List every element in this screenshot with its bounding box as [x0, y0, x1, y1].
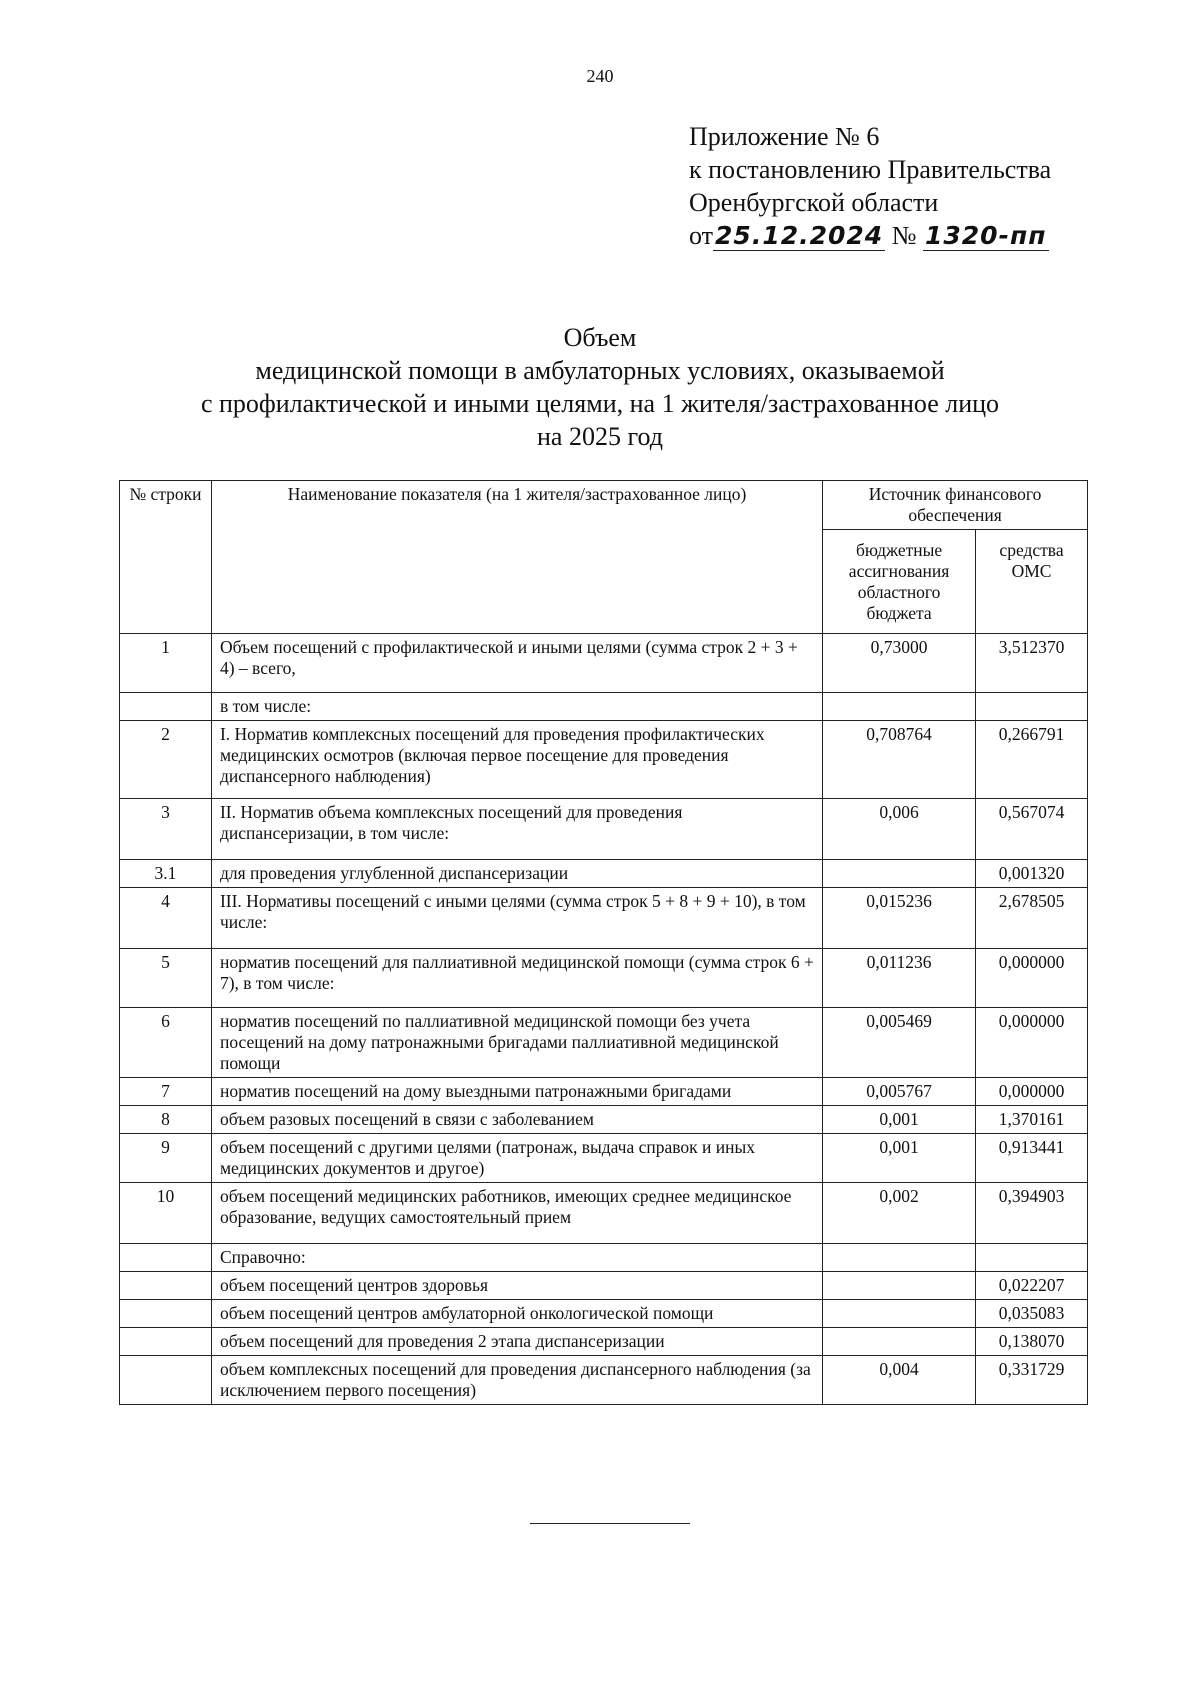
- header-funding-source: Источник финансового обеспечения: [823, 481, 1088, 530]
- budget-value-cell: 0,73000: [823, 634, 976, 693]
- appendix-date-line: [689, 219, 1051, 252]
- oms-value-cell: 0,913441: [976, 1134, 1088, 1183]
- volume-table: [119, 480, 1088, 1405]
- header-indicator-name: Наименование показателя (на 1 жителя/застрахованное лицо): [211, 481, 822, 634]
- row-number-cell: [120, 1244, 212, 1272]
- oms-value-cell: 1,370161: [976, 1106, 1088, 1134]
- header-row-number: № строки: [120, 481, 212, 634]
- budget-value-cell: 0,005767: [823, 1078, 976, 1106]
- appendix-title: Приложение № 6: [689, 122, 880, 151]
- indicator-name-cell: объем посещений медицинских работников, имеющих среднее медицинское образование, ведущих самостоятельный прием: [211, 1183, 822, 1244]
- table-row: [120, 1300, 1088, 1328]
- budget-value-cell: 0,006: [823, 799, 976, 860]
- closing-rule: [530, 1523, 690, 1524]
- header-row: [120, 481, 1088, 530]
- from-label: от: [689, 221, 714, 250]
- indicator-name-cell: норматив посещений по паллиативной медицинской помощи без учета посещений на дому патронажными бригадами паллиативной медицинской помощи: [211, 1008, 822, 1078]
- indicator-name-cell: III. Нормативы посещений с иными целями (сумма строк 5 + 8 + 9 + 10), в том числе:: [211, 888, 822, 949]
- table-row: [120, 721, 1088, 799]
- appendix-region: Оренбургской области: [689, 188, 939, 217]
- indicator-name-cell: объем посещений с другими целями (патронаж, выдача справок и иных медицинских документов и другое): [211, 1134, 822, 1183]
- table-body: [120, 634, 1088, 1405]
- title-line-2: медицинской помощи в амбулаторных условиях, оказываемой: [255, 356, 945, 385]
- row-number-cell: [120, 1356, 212, 1405]
- table-row: [120, 1244, 1088, 1272]
- budget-value-cell: [823, 860, 976, 888]
- row-number-cell: 3.1: [120, 860, 212, 888]
- oms-value-cell: 0,138070: [976, 1328, 1088, 1356]
- indicator-name-cell: объем посещений центров здоровья: [211, 1272, 822, 1300]
- page-number: 240: [586, 66, 614, 86]
- budget-value-cell: 0,002: [823, 1183, 976, 1244]
- appendix-decree: к постановлению Правительства: [689, 155, 1052, 184]
- row-number-cell: [120, 1272, 212, 1300]
- budget-value-cell: 0,015236: [823, 888, 976, 949]
- row-number-cell: [120, 1300, 212, 1328]
- title-line-4: на 2025 год: [537, 422, 663, 451]
- table-row: [120, 799, 1088, 860]
- oms-value-cell: 0,001320: [976, 860, 1088, 888]
- indicator-name-cell: I. Норматив комплексных посещений для проведения профилактических медицинских осмотров (включая первое посещение для проведения диспансерного наблюдения): [211, 721, 822, 799]
- row-number-cell: 6: [120, 1008, 212, 1078]
- table-row: [120, 860, 1088, 888]
- header-oms: средства ОМС: [976, 530, 1088, 634]
- table-row: [120, 1272, 1088, 1300]
- header-budget: бюджетные ассигнования областного бюджета: [823, 530, 976, 634]
- number-label: №: [891, 221, 917, 250]
- table-row: [120, 949, 1088, 1008]
- indicator-name-cell: Объем посещений с профилактической и иными целями (сумма строк 2 + 3 + 4) – всего,: [211, 634, 822, 693]
- oms-value-cell: 0,035083: [976, 1300, 1088, 1328]
- table-row: [120, 634, 1088, 693]
- document-title: [0, 321, 1200, 453]
- oms-value-cell: 0,000000: [976, 1078, 1088, 1106]
- row-number-cell: 7: [120, 1078, 212, 1106]
- table-row: [120, 1078, 1088, 1106]
- table-row: [120, 1356, 1088, 1405]
- oms-value-cell: 0,266791: [976, 721, 1088, 799]
- row-number-cell: 2: [120, 721, 212, 799]
- table-row: [120, 693, 1088, 721]
- table-row: [120, 1008, 1088, 1078]
- oms-value-cell: 3,512370: [976, 634, 1088, 693]
- row-number-cell: [120, 1328, 212, 1356]
- budget-value-cell: 0,005469: [823, 1008, 976, 1078]
- indicator-name-cell: II. Норматив объема комплексных посещений для проведения диспансеризации, в том числе:: [211, 799, 822, 860]
- row-number-cell: 9: [120, 1134, 212, 1183]
- table-row: [120, 1134, 1088, 1183]
- budget-value-cell: [823, 1244, 976, 1272]
- oms-value-cell: 0,567074: [976, 799, 1088, 860]
- oms-value-cell: 0,331729: [976, 1356, 1088, 1405]
- indicator-name-cell: в том числе:: [211, 693, 822, 721]
- table-row: [120, 888, 1088, 949]
- oms-value-cell: 2,678505: [976, 888, 1088, 949]
- oms-value-cell: 0,000000: [976, 1008, 1088, 1078]
- indicator-name-cell: объем посещений для проведения 2 этапа диспансеризации: [211, 1328, 822, 1356]
- table-row: [120, 1183, 1088, 1244]
- budget-value-cell: [823, 1300, 976, 1328]
- row-number-cell: 1: [120, 634, 212, 693]
- decree-date: 25.12.2024: [715, 221, 884, 250]
- indicator-name-cell: объем разовых посещений в связи с заболеванием: [211, 1106, 822, 1134]
- title-line-3: с профилактической и иными целями, на 1 жителя/застрахованное лицо: [200, 389, 1000, 418]
- budget-value-cell: 0,001: [823, 1106, 976, 1134]
- oms-value-cell: [976, 1244, 1088, 1272]
- indicator-name-cell: Справочно:: [211, 1244, 822, 1272]
- oms-value-cell: 0,022207: [976, 1272, 1088, 1300]
- indicator-name-cell: для проведения углубленной диспансеризации: [211, 860, 822, 888]
- budget-value-cell: 0,001: [823, 1134, 976, 1183]
- budget-value-cell: [823, 1328, 976, 1356]
- table-row: [120, 1328, 1088, 1356]
- budget-value-cell: [823, 693, 976, 721]
- budget-value-cell: 0,011236: [823, 949, 976, 1008]
- oms-value-cell: 0,000000: [976, 949, 1088, 1008]
- indicator-name-cell: норматив посещений для паллиативной медицинской помощи (сумма строк 6 + 7), в том числе:: [211, 949, 822, 1008]
- oms-value-cell: 0,394903: [976, 1183, 1088, 1244]
- title-line-1: Объем: [563, 323, 637, 352]
- oms-value-cell: [976, 693, 1088, 721]
- row-number-cell: 8: [120, 1106, 212, 1134]
- budget-value-cell: 0,708764: [823, 721, 976, 799]
- appendix-block: [689, 120, 1051, 252]
- budget-value-cell: 0,004: [823, 1356, 976, 1405]
- row-number-cell: 3: [120, 799, 212, 860]
- row-number-cell: [120, 693, 212, 721]
- row-number-cell: 4: [120, 888, 212, 949]
- indicator-name-cell: норматив посещений на дому выездными патронажными бригадами: [211, 1078, 822, 1106]
- budget-value-cell: [823, 1272, 976, 1300]
- indicator-name-cell: объем посещений центров амбулаторной онкологической помощи: [211, 1300, 822, 1328]
- row-number-cell: 10: [120, 1183, 212, 1244]
- row-number-cell: 5: [120, 949, 212, 1008]
- decree-number: 1320-пп: [925, 221, 1047, 250]
- table-row: [120, 1106, 1088, 1134]
- indicator-name-cell: объем комплексных посещений для проведения диспансерного наблюдения (за исключением первого посещения): [211, 1356, 822, 1405]
